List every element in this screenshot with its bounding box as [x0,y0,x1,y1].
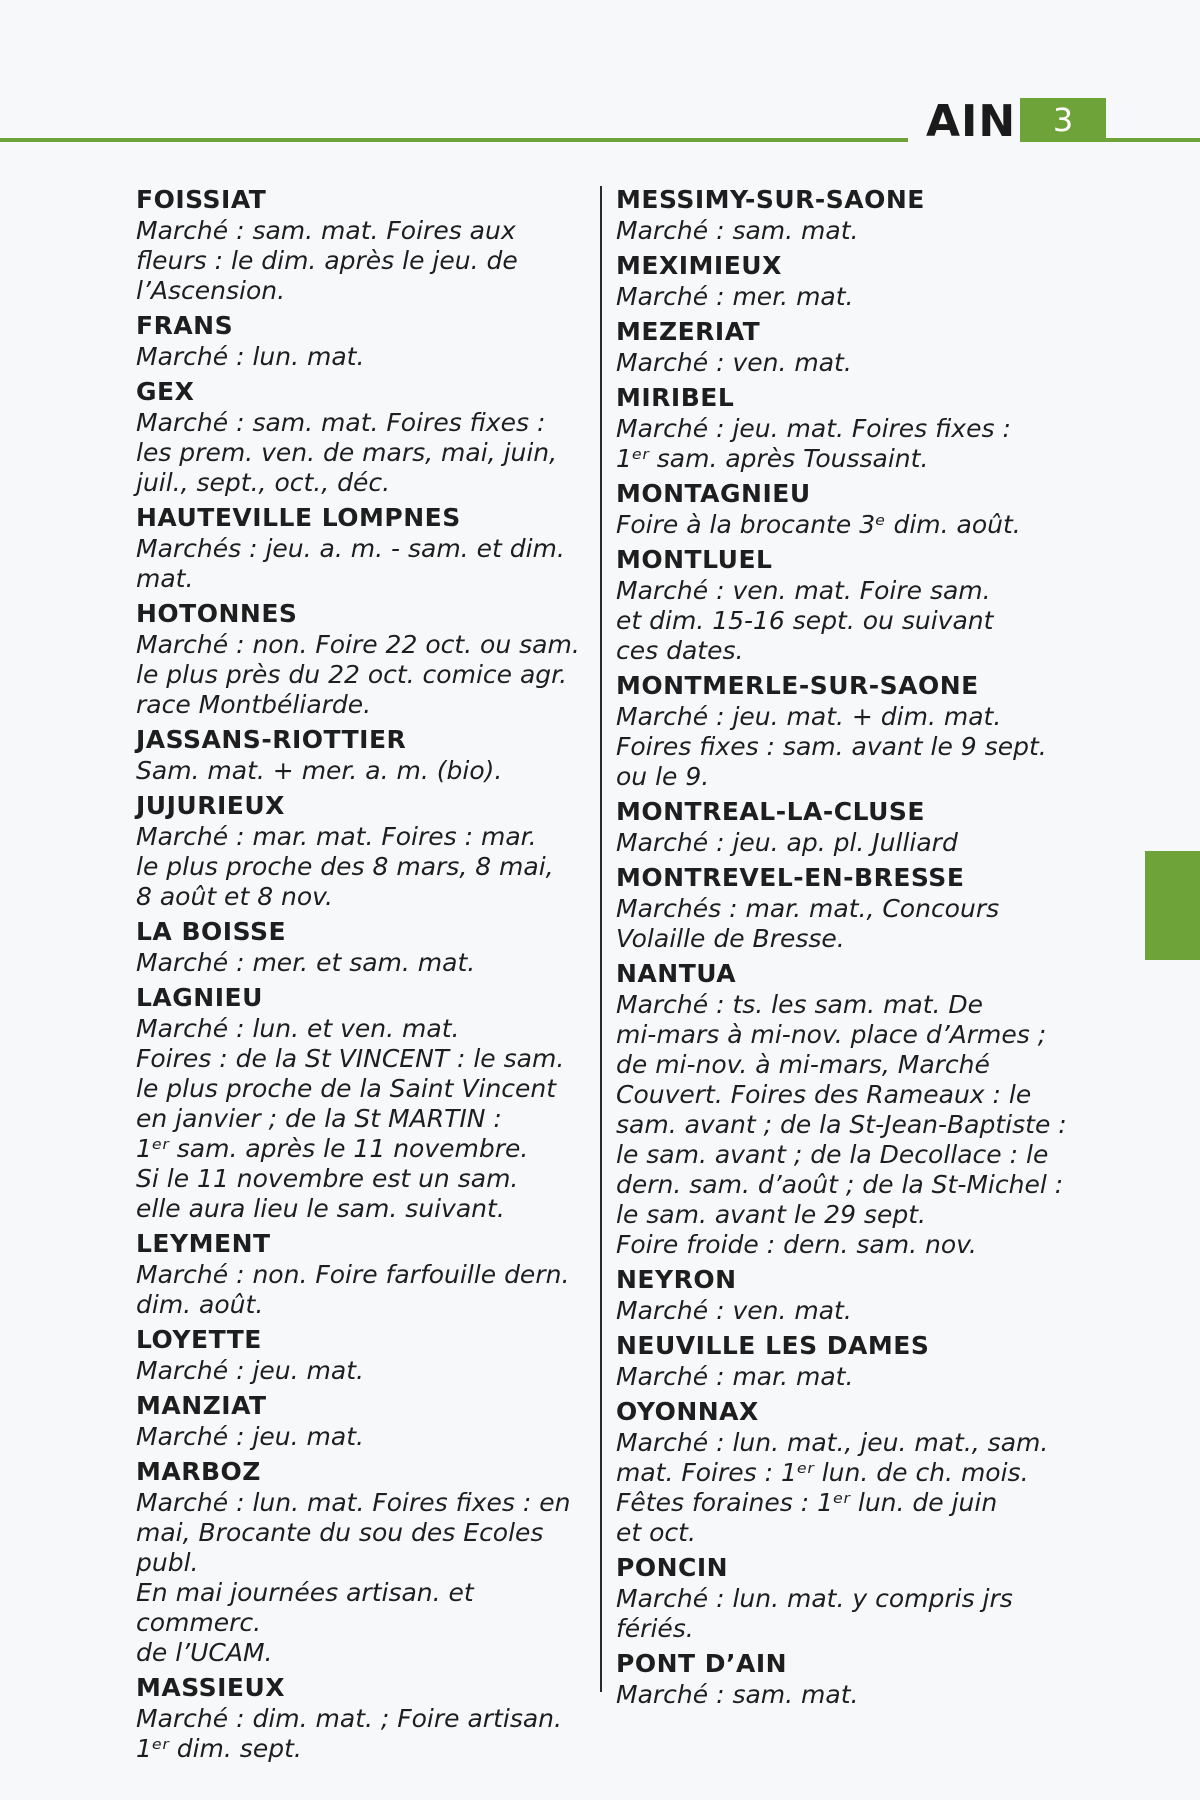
town-market-details: Marché : jeu. mat. + dim. mat. Foires fixes : sam. avant le 9 sept. ou le 9. [616,702,1047,791]
town-entry [616,862,1086,954]
town-entry [616,670,1086,792]
town-market-details: Marché : lun. mat. [136,342,365,371]
town-market-details: Marchés : mar. mat., Concours Volaille de Bresse. [616,894,1000,953]
town-name: NANTUA [616,959,737,988]
town-entry [616,478,1086,540]
town-name: MEZERIAT [616,317,761,346]
town-name: MONTMERLE-SUR-SAONE [616,671,979,700]
town-market-details: Marché : lun. mat. y compris jrs fériés. [616,1584,1013,1643]
town-entry [136,724,586,786]
header-rule-left [0,138,908,142]
town-entry [136,184,586,306]
town-market-details: Marché : non. Foire 22 oct. ou sam. le plus près du 22 oct. comice agr. race Montbéliarde. [136,630,580,719]
town-name: MIRIBEL [616,383,735,412]
town-market-details: Marché : non. Foire farfouille dern. dim. août. [136,1260,570,1319]
town-market-details: Marché : lun. et ven. mat. Foires : de la St VINCENT : le sam. le plus proche de la Saint Vincent en janvier ; de la St MARTIN : 1ᵉʳ sam. après le 11 novembre. Si le 11 novembre est un sam. elle aura lieu le sam. suivant. [136,1014,565,1223]
town-name: JASSANS-RIOTTIER [136,725,407,754]
town-name: NEYRON [616,1265,737,1294]
town-entry [616,544,1086,666]
town-market-details: Marché : sam. mat. Foires aux fleurs : le dim. après le jeu. de l’Ascension. [136,216,518,305]
town-name: PONCIN [616,1553,729,1582]
town-entry [616,316,1086,378]
town-market-details: Marché : jeu. mat. [136,1422,364,1451]
town-name: MONTAGNIEU [616,479,811,508]
town-market-details: Marchés : jeu. a. m. - sam. et dim. mat. [136,534,565,593]
town-market-details: Foire à la brocante 3ᵉ dim. août. [616,510,1021,539]
town-entry [136,916,586,978]
header-rule-right [1106,138,1200,142]
town-entry [136,502,586,594]
town-name: FRANS [136,311,234,340]
side-thumb-tab [1145,851,1200,960]
town-market-details: Marché : jeu. mat. [136,1356,364,1385]
town-entry [136,982,586,1224]
town-market-details: Marché : sam. mat. Foires fixes : les prem. ven. de mars, mai, juin, juil., sept., oct., déc. [136,408,558,497]
town-entry [136,1672,586,1764]
town-market-details: Marché : lun. mat., jeu. mat., sam. mat. Foires : 1ᵉʳ lun. de ch. mois. Fêtes foraines : 1ᵉʳ lun. de juin et oct. [616,1428,1049,1547]
town-entry [136,790,586,912]
town-name: LAGNIEU [136,983,263,1012]
town-market-details: Marché : sam. mat. [616,216,859,245]
town-entry [616,958,1086,1260]
town-name: FOISSIAT [136,185,267,214]
town-entry [616,250,1086,312]
town-market-details: Marché : ven. mat. Foire sam. et dim. 15-16 sept. ou suivant ces dates. [616,576,994,665]
town-entry [136,1228,586,1320]
town-name: MARBOZ [136,1457,261,1486]
town-market-details: Marché : jeu. mat. Foires fixes : 1ᵉʳ sam. après Toussaint. [616,414,1011,473]
town-market-details: Marché : mar. mat. [616,1362,854,1391]
town-entry [616,796,1086,858]
town-name: LEYMENT [136,1229,271,1258]
town-name: MESSIMY-SUR-SAONE [616,185,925,214]
department-title: AIN [926,96,1017,147]
town-name: NEUVILLE LES DAMES [616,1331,930,1360]
town-name: OYONNAX [616,1397,759,1426]
town-entry [616,1648,1086,1710]
town-entry [616,184,1086,246]
town-name: MEXIMIEUX [616,251,782,280]
town-market-details: Marché : jeu. ap. pl. Julliard [616,828,958,857]
town-name: HOTONNES [136,599,298,628]
town-name: LA BOISSE [136,917,287,946]
town-entry [136,310,586,372]
town-name: MONTREVEL-EN-BRESSE [616,863,965,892]
town-name: HAUTEVILLE LOMPNES [136,503,461,532]
town-name: PONT D’AIN [616,1649,788,1678]
town-market-details: Marché : ts. les sam. mat. De mi-mars à mi-nov. place d’Armes ; de mi-nov. à mi-mars, Marché Couvert. Foires des Rameaux : le sam. avant ; de la St-Jean-Baptiste : le sam. avant ; de la Decollace : le dern. sam. d’août ; de la St-Michel : le sam. avant le 29 sept. Foire froide : dern. sam. nov. [616,990,1067,1259]
town-market-details: Marché : dim. mat. ; Foire artisan. 1ᵉʳ dim. sept. [136,1704,562,1763]
town-entry [616,1330,1086,1392]
town-market-details: Marché : sam. mat. [616,1680,859,1709]
town-name: JUJURIEUX [136,791,285,820]
town-name: MONTLUEL [616,545,773,574]
town-entry [616,1552,1086,1644]
town-name: LOYETTE [136,1325,262,1354]
town-market-details: Sam. mat. + mer. a. m. (bio). [136,756,503,785]
town-entry [136,598,586,720]
right-column [616,184,1086,1714]
town-market-details: Marché : ven. mat. [616,1296,852,1325]
town-market-details: Marché : mer. mat. [616,282,854,311]
town-name: MANZIAT [136,1391,267,1420]
left-column [136,184,586,1768]
town-market-details: Marché : mar. mat. Foires : mar. le plus proche des 8 mars, 8 mai, 8 août et 8 nov. [136,822,554,911]
town-entry [136,376,586,498]
town-entry [616,382,1086,474]
town-market-details: Marché : ven. mat. [616,348,852,377]
town-market-details: Marché : mer. et sam. mat. [136,948,476,977]
town-entry [136,1324,586,1386]
town-entry [616,1264,1086,1326]
town-market-details: Marché : lun. mat. Foires fixes : en mai, Brocante du sou des Ecoles publ. En mai journées artisan. et commerc. de l’UCAM. [136,1488,571,1667]
town-name: MONTREAL-LA-CLUSE [616,797,926,826]
town-name: MASSIEUX [136,1673,286,1702]
town-entry [136,1456,586,1668]
column-divider [600,186,602,1692]
town-entry [616,1396,1086,1548]
page-number-badge: 3 [1020,98,1106,142]
town-entry [136,1390,586,1452]
town-name: GEX [136,377,195,406]
